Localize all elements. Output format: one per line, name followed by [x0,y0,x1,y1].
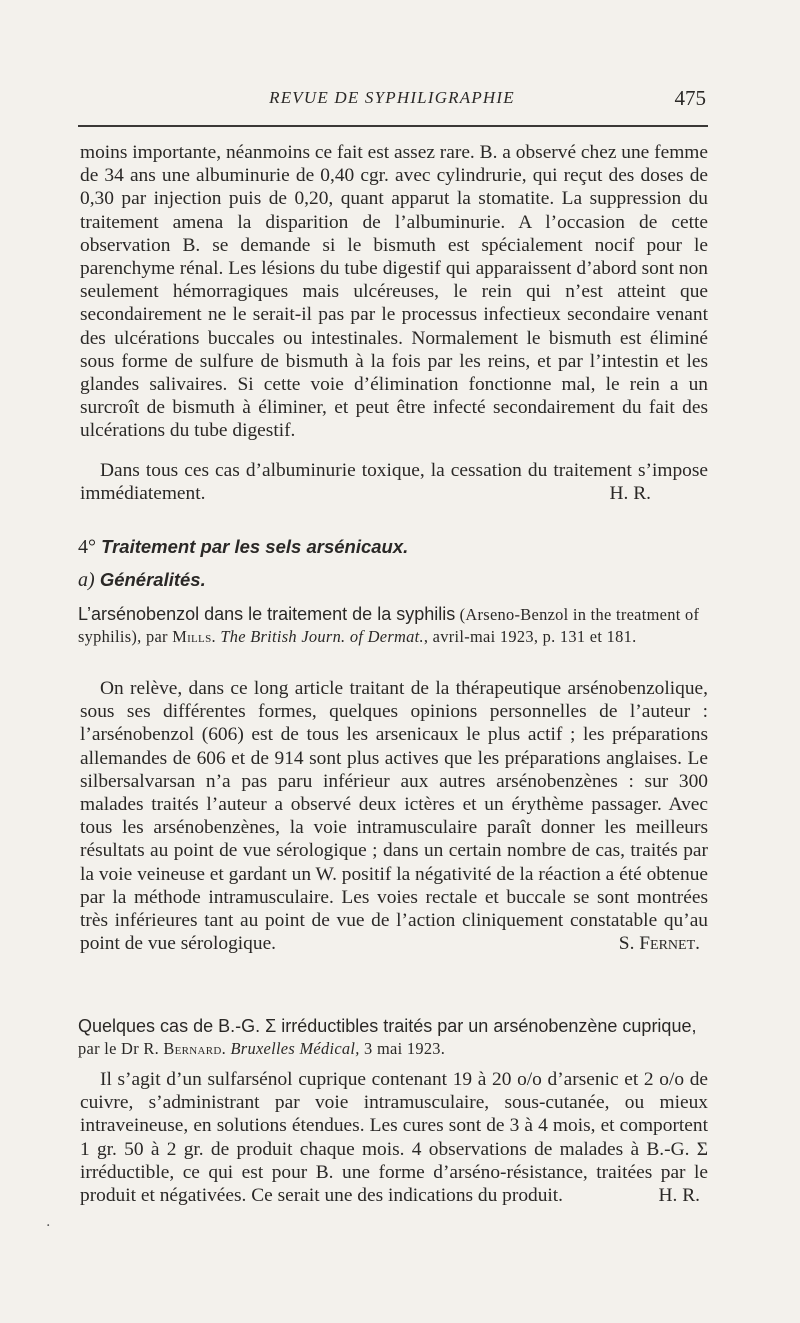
running-head [78,86,706,112]
article-journal: Bruxelles Médical, [230,1038,360,1058]
page-number: 475 [674,86,706,110]
article-author: Bernard. [163,1038,227,1058]
margin-mark: . [46,1214,51,1230]
article-byline: par le Dr R. [78,1038,159,1058]
paragraph-conclusion [80,459,708,505]
article-citation: , avril-mai 1923, p. 131 et 181. [423,626,637,646]
paragraph-sulfarsenol [80,1068,708,1207]
paragraph-body: Il s’agit d’un sulfarsénol cuprique contenant 19 à 20 o/o d’arsenic et 2 o/o de cuivre, s’administrant par voie intramusculaire, sous-cutanée, ou mieux intraveineuse, en solutions étendues. Les cures sont de 3 à 4 mois, et comportent 1 gr. 50 à 2 gr. de produit chaque mois. 4 observations de malades à B.-G. Σ irréductible, ce qui est pour B. une forme d’arséno-résistance, traitées par le produit et négativées. Ce serait une des indications du produit. [80,1069,708,1207]
paragraph-body: Dans tous ces cas d’albuminurie toxique, la cessation du traitement s’impose immédiatement. [80,460,708,505]
section-heading [78,536,698,559]
signature: H. R. [609,483,651,505]
header-rule [78,125,708,127]
article-translation: (Arseno-Benzol in the treatment of syphilis), par [78,605,700,646]
paragraph-body: On relève, dans ce long article traitant de la thérapeutique arsénobenzolique, sous ses différentes formes, quelques opinions personnelles de l’auteur : l’arsénobenzol (606) est de tous les arsenicaux le plus actif ; les préparations allemandes de 606 et de 914 sont plus actives que les préparations anglaises. Le silbersalvarsan n’a pas paru inférieur aux autres arsénobenzènes : sur 300 malades traités l’auteur a observé deux ictères et un érythème passager. Avec tous les arsénobenzènes, la voie intramusculaire paraît donner les meilleurs résultats au point de vue sérologique ; dans un certain nombre de cas, traités par la voie veineuse et gardant un W. positif la négativité de la réaction a été obtenue par la méthode intramusculaire. Les voies rectale et buccale se sont montrées très inférieures tant au point de vue de l’action cliniquement constatable qu’au point de vue sérologique. [80,678,708,955]
paragraph-text [80,677,708,955]
paragraph-text [80,1068,708,1207]
article-citation: 3 mai 1923. [359,1038,446,1058]
section-title: Traitement par les sels arsénicaux. [101,536,409,557]
signature: H. R. [658,1185,700,1207]
subsection-heading [78,569,698,592]
article-heading-cuprique [78,1016,708,1059]
paragraph-albuminurie [80,141,708,443]
paragraph-arsenobenzol [80,677,708,955]
signature: S. Fernet. [618,933,700,955]
article-journal: The British Journ. of Dermat. [220,626,424,646]
article-author: Mills. [172,626,216,646]
subsection-letter: a) [78,569,95,591]
article-heading-arsenobenzol [78,604,708,647]
article-title: L’arsénobenzol dans le traitement de la syphilis [78,604,456,624]
section-number: 4° [78,536,96,558]
running-title: REVUE DE SYPHILIGRAPHIE [269,88,515,107]
subsection-title: Généralités. [99,569,206,590]
paragraph-text: moins importante, néanmoins ce fait est assez rare. B. a observé chez une femme de 34 ans une albuminurie de 0,40 cgr. avec cylindrurie, qui reçut des doses de 0,30 par injection puis de 0,20, quant apparut la stomatite. La suppression du traitement amena la disparition de l’albuminurie. A l’occasion de cette observation B. se demande si le bismuth est spécialement nocif pour le parenchyme rénal. Les lésions du tube digestif qui apparaissent d’abord sont non seulement hémorragiques mais ulcéreuses, le rein qui n’est atteint que secondairement ne le serait-il pas par le processus infectieux secondaire venant des ulcérations buccales ou intestinales. Normalement le bismuth est éliminé sous forme de sulfure de bismuth à la fois par les reins, et par l’intestin et les glandes salivaires. Si cette voie d’élimination fonctionne mal, le rein a un surcroît de bismuth à éliminer, et peut être infecté secondairement du fait des ulcérations du tube digestif. [80,142,708,442]
article-title: Quelques cas de B.-G. Σ irréductibles traités par un arsénobenzène cuprique, [78,1016,697,1036]
paragraph-text [80,459,708,505]
